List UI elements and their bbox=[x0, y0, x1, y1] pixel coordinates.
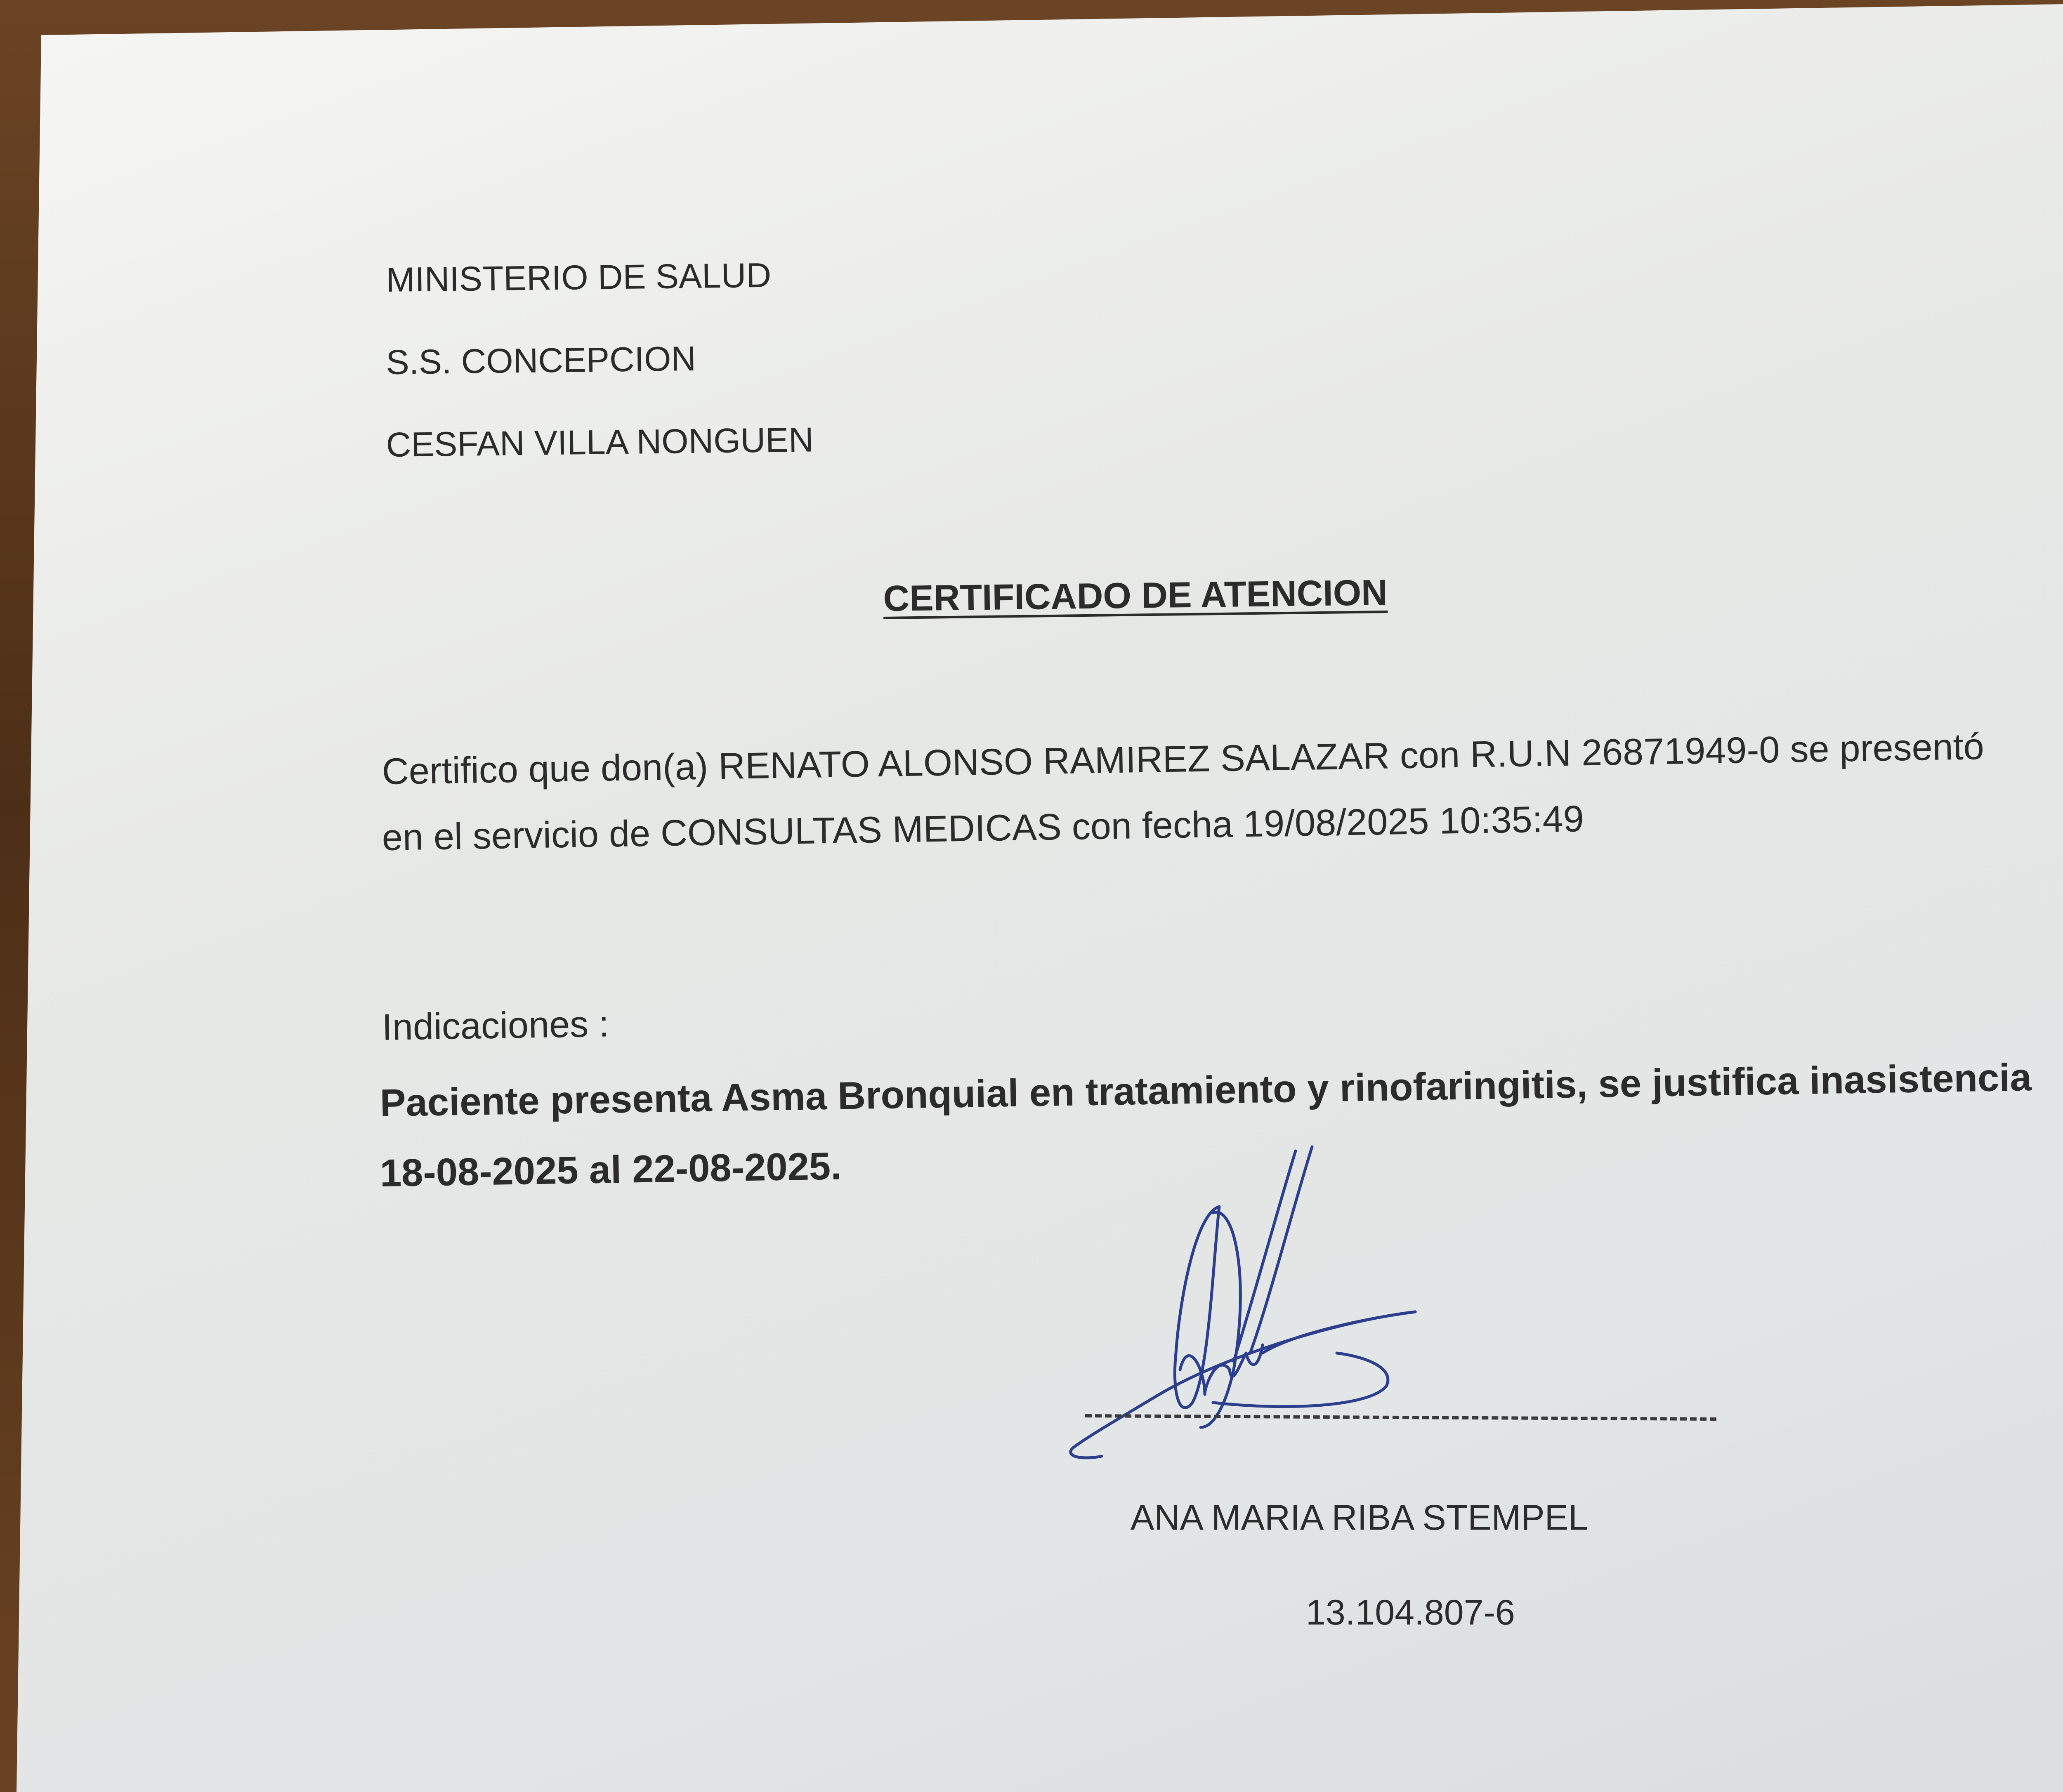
certification-line-2: en el servicio de CONSULTAS MEDICAS con fecha 19/08/2025 10:35:49 bbox=[382, 798, 1584, 858]
header-clinic: CESFAN VILLA NONGUEN bbox=[386, 420, 814, 464]
signatory-name: ANA MARIA RIBA STEMPEL bbox=[1131, 1498, 1588, 1537]
document-title: CERTIFICADO DE ATENCION bbox=[883, 572, 1388, 619]
handwritten-signature bbox=[1056, 1139, 1551, 1551]
signatory-run: 13.104.807-6 bbox=[1306, 1593, 1515, 1632]
indications-line-2: 18-08-2025 al 22-08-2025. bbox=[380, 1144, 842, 1195]
indications-label: Indicaciones : bbox=[382, 1003, 609, 1048]
header-ministry: MINISTERIO DE SALUD bbox=[386, 255, 772, 299]
indications-line-1: Paciente presenta Asma Bronquial en tratamiento y rinofaringitis, se justifica inasistencia bbox=[380, 1055, 2032, 1125]
header-health-service: S.S. CONCEPCION bbox=[386, 339, 696, 382]
certification-line-1: Certifico que don(a) RENATO ALONSO RAMIREZ SALAZAR con R.U.N 26871949-0 se presentó bbox=[382, 726, 1985, 792]
